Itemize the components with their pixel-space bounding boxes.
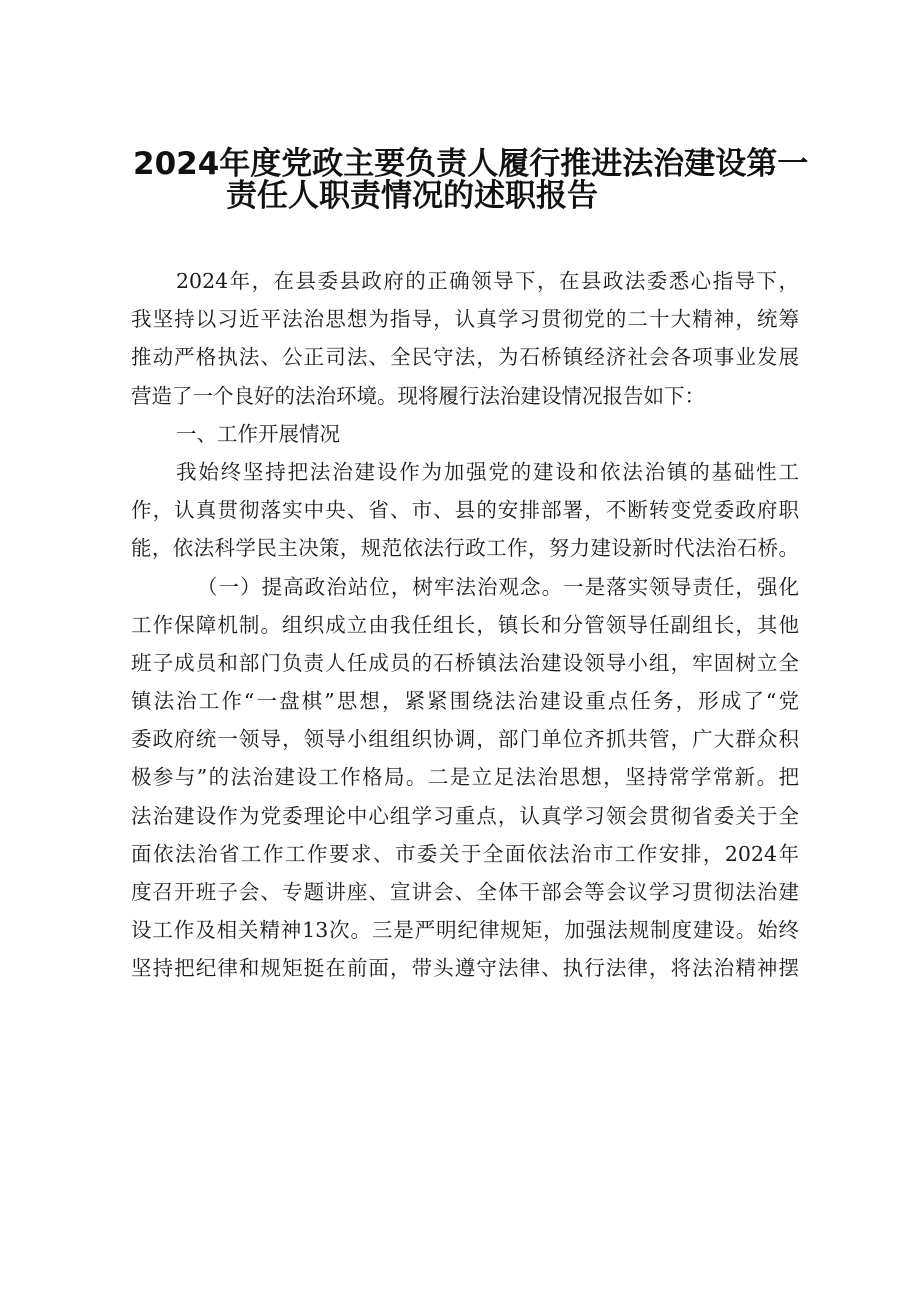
body-line-4: 营造了一个良好的法治环境。现将履行法治建设情况报告如下： <box>131 383 705 408</box>
body-line-8: 能，依法科学民主决策，规范依法行政工作，努力建设新时代法治石桥。 <box>131 536 799 561</box>
body-line-10: 工作保障机制。组织成立由我任组长，镇长和分管领导任副组长，其他 <box>131 612 799 637</box>
body-line-1: 2024年，在县委县政府的正确领导下，在县政法委悉心指导下， <box>176 269 799 293</box>
body-line-16: 面依法治省工作工作要求、市委关于全面依法治市工作安排，2024年 <box>131 841 799 866</box>
document-title-line-1: 2024年度党政主要负责人履行推进法治建设第一 <box>133 146 809 182</box>
section-heading: 一、工作开展情况 <box>176 421 340 446</box>
body-line-11: 班子成员和部门负责人任成员的石桥镇法治建设领导小组，牢固树立全 <box>131 650 799 675</box>
document-body <box>131 262 799 988</box>
body-line-17: 度召开班子会、专题讲座、宣讲会、全体干部会等会议学习贯彻法治建 <box>131 880 799 904</box>
body-line-7: 作，认真贯彻落实中央、省、市、县的安排部署，不断转变党委政府职 <box>131 498 799 523</box>
body-line-9: （一）提高政治站位，树牢法治观念。一是落实领导责任，强化 <box>197 574 799 599</box>
body-line-12: 镇法治工作“一盘棋”思想，紧紧围绕法治建设重点任务，形成了“党 <box>131 689 799 714</box>
body-line-2: 我坚持以习近平法治思想为指导，认真学习贯彻党的二十大精神，统筹 <box>131 307 799 332</box>
body-line-3: 推动严格执法、公正司法、全民守法，为石桥镇经济社会各项事业发展 <box>131 345 799 370</box>
body-line-15: 法治建设作为党委理论中心组学习重点，认真学习领会贯彻省委关于全 <box>131 803 799 828</box>
body-line-18: 设工作及相关精神13次。三是严明纪律规矩，加强法规制度建设。始终 <box>131 918 799 943</box>
body-line-6: 我始终坚持把法治建设作为加强党的建设和依法治镇的基础性工 <box>176 459 799 484</box>
body-line-13: 委政府统一领导，领导小组组织协调，部门单位齐抓共管，广大群众积 <box>131 727 799 752</box>
body-line-14: 极参与”的法治建设工作格局。二是立足法治思想，坚持常学常新。把 <box>131 765 799 790</box>
body-line-19: 坚持把纪律和规矩挺在前面，带头遵守法律、执行法律，将法治精神摆 <box>131 956 799 981</box>
document-title-line-2: 责任人职责情况的述职报告 <box>226 178 598 214</box>
